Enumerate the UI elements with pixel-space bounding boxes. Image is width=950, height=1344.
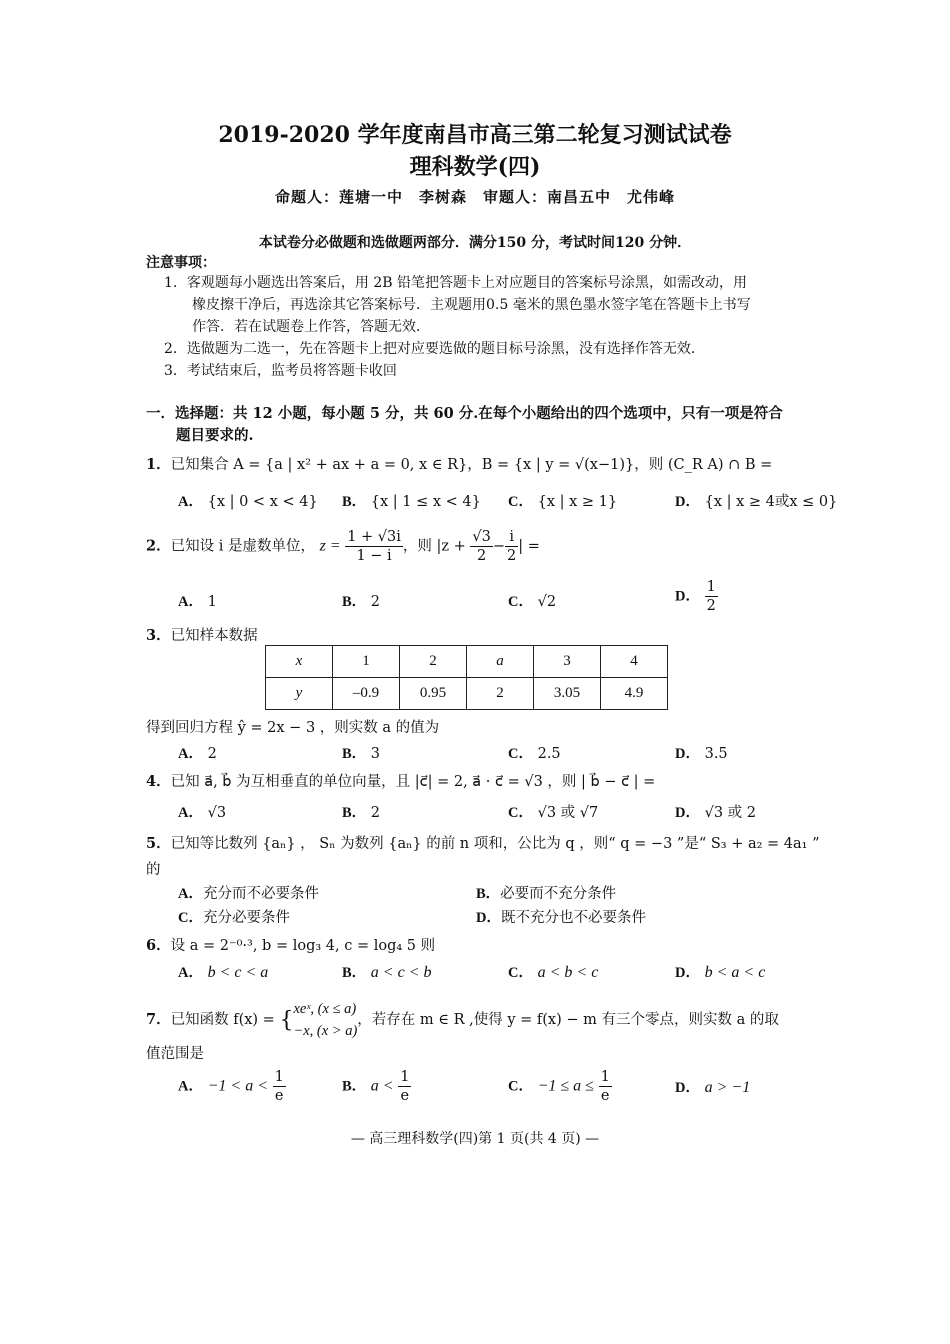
piecewise-case-2: −x, (x > a) bbox=[293, 1023, 358, 1039]
sample-data-table bbox=[265, 645, 668, 710]
question-3: 3．已知样本数据 bbox=[146, 627, 258, 644]
option-a[interactable]: A． {x | 0 < x < 4} bbox=[178, 494, 318, 510]
option-a[interactable]: A．充分而不必要条件 bbox=[178, 886, 319, 902]
option-a[interactable]: A． b < c < a bbox=[178, 964, 269, 981]
table-cell: 1 bbox=[333, 646, 400, 678]
option-d[interactable]: D． 3.5 bbox=[675, 746, 728, 762]
option-c[interactable]: C． a < b < c bbox=[508, 964, 599, 981]
option-d[interactable]: D． b < a < c bbox=[675, 964, 766, 981]
option-d[interactable]: D． a > −1 bbox=[675, 1079, 751, 1096]
table-cell: a bbox=[467, 646, 534, 678]
table-cell: –0.9 bbox=[333, 678, 400, 710]
table-cell: 0.95 bbox=[400, 678, 467, 710]
question-7: 7．已知函数 f(x) = {xeˣ, (x ≤ a) −x, (x > a)，若存在 m ∈ R ,使得 y = f(x) − m 有三个零点，则实数 a 的取 bbox=[146, 1001, 779, 1039]
table-row bbox=[266, 678, 668, 710]
page-subtitle: 理科数学(四) bbox=[409, 154, 541, 180]
option-a[interactable]: A． 2 bbox=[178, 746, 217, 762]
notice-item: 作答．若在试题卷上作答，答题无效． bbox=[192, 319, 430, 335]
exam-intro: 本试卷分必做题和选做题两部分．满分150 分，考试时间120 分钟． bbox=[258, 235, 692, 251]
authors-line: 命题人：莲塘一中 李树森 审题人：南昌五中 尤伟峰 bbox=[274, 188, 675, 206]
option-d[interactable]: D．既不充分也不必要条件 bbox=[476, 910, 646, 926]
table-cell: 2 bbox=[467, 678, 534, 710]
notice-item: 橡皮擦干净后，再选涂其它答案标号．主观题用0.5 毫米的黑色墨水签字笔在答题卡上书写 bbox=[192, 297, 751, 313]
table-cell: 4 bbox=[601, 646, 668, 678]
table-cell: 2 bbox=[400, 646, 467, 678]
question-4: 4．已知 a⃗, b⃗ 为互相垂直的单位向量，且 |c⃗| = 2, a⃗ · c⃗ = √3 ，则 | b⃗ − c⃗ | = bbox=[146, 773, 656, 790]
option-a[interactable]: A． √3 bbox=[178, 805, 227, 821]
question-number: 1． bbox=[146, 456, 171, 473]
notice-item: 1．客观题每小题选出答案后，用 2B 铅笔把答题卡上对应题目的答案标号涂黑，如需改动，用 bbox=[164, 275, 748, 291]
option-b[interactable]: B． 2 bbox=[342, 805, 381, 821]
option-c[interactable]: C． {x | x ≥ 1} bbox=[508, 494, 618, 510]
section-heading-cont: 题目要求的. bbox=[176, 427, 254, 444]
question-5: 5．已知等比数列 {aₙ} ， Sₙ 为数列 {aₙ} 的前 n 项和，公比为 q ，则“ q = −3 ”是“ S₃ + a₂ = 4a₁ ” bbox=[146, 835, 820, 852]
table-header-cell: x bbox=[266, 646, 333, 678]
option-c[interactable]: C． −1 ≤ a ≤ $\frac{1}{e}$ bbox=[508, 1069, 610, 1104]
piecewise-case-1: xeˣ, (x ≤ a) bbox=[293, 1001, 357, 1017]
option-a[interactable]: A． 1 bbox=[178, 594, 217, 610]
table-header-cell: y bbox=[266, 678, 333, 710]
notice-item: 2．选做题为二选一，先在答题卡上把对应要选做的题目标号涂黑，没有选择作答无效． bbox=[164, 341, 705, 357]
option-b[interactable]: B．必要而不充分条件 bbox=[476, 886, 617, 902]
option-c[interactable]: C． 2.5 bbox=[508, 746, 561, 762]
table-row bbox=[266, 646, 668, 678]
notice-item: 3．考试结束后，监考员将答题卡收回 bbox=[164, 363, 397, 379]
question-text: 已知集合 A = {a | x² + ax + a = 0, x ∈ R}，B = {x | y = √(x−1)}，则 (C_R A) ∩ B = bbox=[170, 457, 773, 473]
i-over-2: $\frac{i}{2}$ bbox=[507, 529, 517, 564]
option-c[interactable]: C． √2 bbox=[508, 594, 557, 610]
sqrt3-over-2: $\frac{√3}{2}$ bbox=[472, 529, 491, 564]
section-heading: 一．选择题：共 12 小题，每小题 5 分，共 60 分.在每个小题给出的四个选项中，只有一项是符合 bbox=[146, 405, 783, 422]
question-3-after: 得到回归方程 ŷ = 2x − 3 ，则实数 a 的值为 bbox=[146, 720, 440, 736]
page-footer: — 高三理科数学(四)第 1 页(共 4 页) — bbox=[350, 1131, 600, 1147]
option-d[interactable]: D． √3 或 2 bbox=[675, 805, 757, 821]
option-b[interactable]: B． 2 bbox=[342, 594, 381, 610]
option-c[interactable]: C． √3 或 √7 bbox=[508, 805, 599, 821]
z-fraction: $\frac{1 + √3i}{1 - i}$ bbox=[347, 529, 401, 564]
table-cell: 3 bbox=[534, 646, 601, 678]
question-6: 6．设 a = 2⁻⁰·³, b = log₃ 4, c = log₄ 5 则 bbox=[146, 937, 436, 954]
page-title: 2019-2020 学年度南昌市高三第二轮复习测试试卷 bbox=[218, 122, 732, 148]
option-d[interactable]: D． $\frac{1}{2}$ bbox=[675, 579, 716, 614]
table-cell: 4.9 bbox=[601, 678, 668, 710]
option-b[interactable]: B． {x | 1 ≤ x < 4} bbox=[342, 494, 481, 510]
option-b[interactable]: B． a < c < b bbox=[342, 964, 432, 981]
question-2: 2．已知设 i 是虚数单位， z = $\frac{1 + √3i}{1 - i}$ ，则 |z + $\frac{√3}{2}$ − $\frac{i}{2}$ | = bbox=[146, 529, 540, 564]
question-7-cont: 值范围是 bbox=[146, 1046, 204, 1062]
option-d[interactable]: D． {x | x ≥ 4或x ≤ 0} bbox=[675, 494, 838, 510]
option-b[interactable]: B． 3 bbox=[342, 746, 381, 762]
option-a[interactable]: A． −1 < a < $\frac{1}{e}$ bbox=[178, 1069, 284, 1104]
question-1 bbox=[146, 453, 772, 474]
question-5-cont: 的 bbox=[146, 862, 161, 878]
notice-heading: 注意事项： bbox=[146, 255, 216, 271]
option-b[interactable]: B． a < $\frac{1}{e}$ bbox=[342, 1069, 410, 1104]
table-cell: 3.05 bbox=[534, 678, 601, 710]
option-c[interactable]: C．充分必要条件 bbox=[178, 910, 290, 926]
